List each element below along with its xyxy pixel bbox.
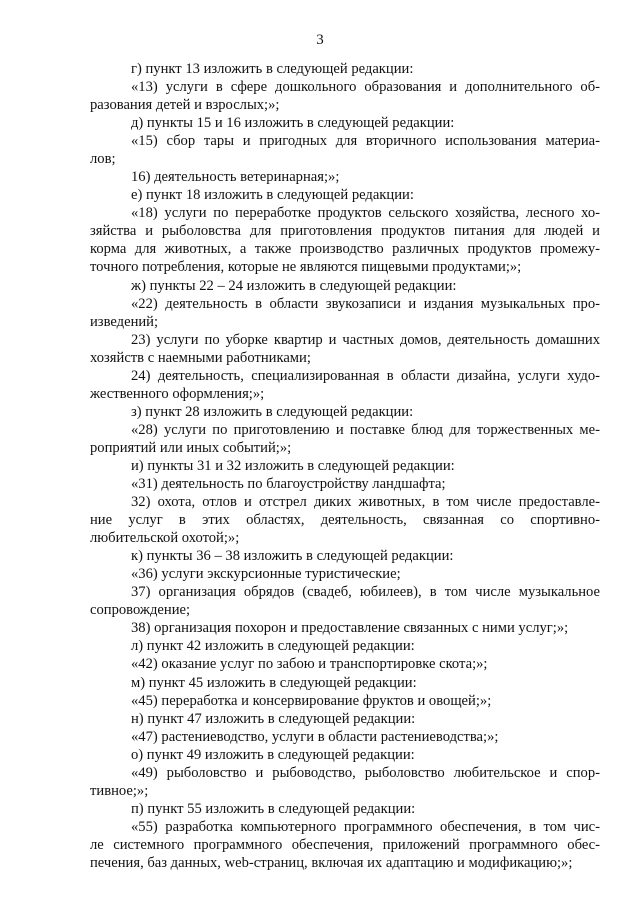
text-line: «42) оказание услуг по забою и транспортировке скота;»;	[131, 656, 488, 673]
text-line: «18) услуги по переработке продуктов сельского хозяйства, лесного хо-	[131, 205, 600, 222]
text-line: 37) организация обрядов (свадеб, юбилеев), в том числе музыкальное	[131, 584, 600, 601]
text-line: «49) рыболовство и рыбоводство, рыболовство любительское и спор-	[131, 764, 600, 781]
text-line: к) пункты 36 – 38 изложить в следующей редакции:	[131, 548, 454, 565]
text-line: разования детей и взрослых;»;	[90, 97, 280, 114]
text-line: «13) услуги в сфере дошкольного образования и дополнительного об-	[131, 79, 600, 96]
text-line: роприятий или иных событий;»;	[90, 439, 292, 456]
text-line: д) пункты 15 и 16 изложить в следующей редакции:	[131, 115, 455, 132]
text-line: 23) услуги по уборке квартир и частных домов, деятельность домашних	[131, 331, 600, 348]
text-line: г) пункт 13 изложить в следующей редакции:	[131, 61, 414, 77]
text-line: з) пункт 28 изложить в следующей редакции:	[131, 403, 414, 420]
text-line: ле системного программного обеспечения, приложений программного обес-	[90, 836, 600, 853]
text-line: «36) услуги экскурсионные туристические;	[131, 566, 401, 583]
text-line: печения, баз данных, web-страниц, включая их адаптацию и модификацию;»;	[90, 854, 573, 871]
text-line: е) пункт 18 изложить в следующей редакции:	[131, 187, 414, 204]
text-line: хозяйств с наемными работниками;	[90, 349, 311, 366]
text-line: «31) деятельность по благоустройству ландшафта;	[131, 476, 446, 493]
text-line: о) пункт 49 изложить в следующей редакции:	[131, 746, 415, 763]
text-line: «22) деятельность в области звукозаписи и издания музыкальных про-	[131, 295, 600, 312]
text-line: ж) пункты 22 – 24 изложить в следующей редакции:	[131, 277, 457, 294]
text-line: л) пункт 42 изложить в следующей редакции:	[131, 638, 415, 655]
text-line: и) пункты 31 и 32 изложить в следующей редакции:	[131, 457, 455, 474]
text-line: 38) организация похорон и предоставление связанных с ними услуг;»;	[131, 620, 569, 637]
text-line: сопровождение;	[90, 602, 191, 619]
text-line: лов;	[90, 151, 116, 168]
text-line: зяйства и рыболовства для приготовления продуктов питания для людей и	[90, 223, 600, 240]
text-line: корма для животных, а также производство различных продуктов промежу-	[90, 241, 600, 258]
text-line: н) пункт 47 изложить в следующей редакции:	[131, 710, 416, 727]
text-line: 32) охота, отлов и отстрел диких животных, в том числе предоставле-	[131, 494, 600, 511]
text-line: изведений;	[90, 313, 159, 330]
text-line: м) пункт 45 изложить в следующей редакции:	[131, 674, 417, 691]
text-line: 24) деятельность, специализированная в области дизайна, услуги худо-	[131, 367, 600, 384]
text-line: «15) сбор тары и пригодных для вторичного использования материа-	[131, 133, 600, 150]
text-line: тивное;»;	[90, 782, 149, 799]
text-line: 16) деятельность ветеринарная;»;	[131, 169, 340, 186]
text-line: жественного оформления;»;	[90, 385, 265, 402]
text-line: «45) переработка и консервирование фруктов и овощей;»;	[131, 692, 492, 709]
text-line: «47) растениеводство, услуги в области растениеводства;»;	[131, 728, 499, 745]
text-line: точного потребления, которые не являются пищевыми продуктами;»;	[90, 259, 522, 276]
page-number: 3	[316, 32, 324, 48]
text-line: любительской охотой;»;	[90, 530, 240, 547]
text-line: ние услуг в этих областях, деятельность, связанная со спортивно-	[90, 512, 600, 529]
text-line: «28) услуги по приготовлению и поставке блюд для торжественных ме-	[131, 421, 600, 438]
text-line: п) пункт 55 изложить в следующей редакции:	[131, 800, 416, 817]
text-line: «55) разработка компьютерного программного обеспечения, в том чис-	[131, 818, 600, 835]
